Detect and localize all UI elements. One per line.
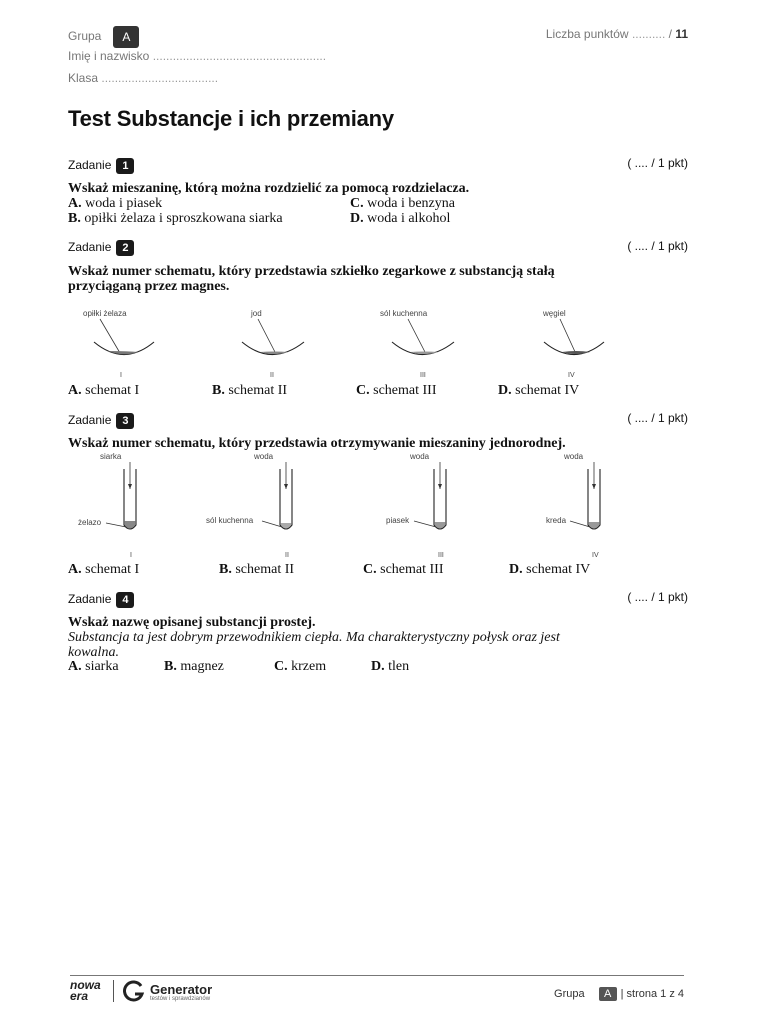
option-text: siarka bbox=[85, 659, 119, 674]
task-2-option-c[interactable] bbox=[356, 383, 436, 398]
task-2-header bbox=[68, 240, 134, 256]
task-1-option-c[interactable] bbox=[350, 196, 455, 211]
generator-logo-icon bbox=[123, 980, 145, 1002]
logo-nowa-text: nowa bbox=[70, 978, 101, 992]
figure-side-label: sól kuchenna bbox=[206, 516, 254, 525]
option-text: tlen bbox=[388, 659, 410, 674]
generator-logo-subtitle: testów i sprawdzianów bbox=[150, 996, 211, 1002]
footer-divider bbox=[70, 975, 684, 976]
task-3-header bbox=[68, 413, 134, 429]
figure-top-label: siarka bbox=[100, 452, 122, 461]
option-letter: A. bbox=[68, 196, 82, 211]
option-letter: A. bbox=[68, 562, 82, 577]
figure-numeral: III bbox=[420, 372, 426, 379]
logo-era-text: era bbox=[70, 989, 89, 1003]
task-3-option-b[interactable] bbox=[219, 562, 294, 577]
option-letter: C. bbox=[356, 383, 370, 398]
task-number-badge: 1 bbox=[116, 158, 134, 174]
figure-numeral: I bbox=[130, 552, 132, 559]
task-4-question: Wskaż nazwę opisanej substancji prostej. bbox=[68, 615, 316, 630]
option-text: schemat II bbox=[235, 562, 295, 577]
option-letter: B. bbox=[164, 659, 177, 674]
task-3-option-c[interactable] bbox=[363, 562, 443, 577]
task-4-points: ( .... / 1 pkt) bbox=[627, 590, 688, 604]
logo-separator bbox=[113, 980, 114, 1002]
task-1-option-b[interactable] bbox=[68, 211, 283, 226]
test-tube-2 bbox=[206, 452, 292, 559]
task-4-option-d[interactable] bbox=[371, 659, 409, 674]
figure-label: jod bbox=[251, 309, 262, 318]
option-letter: A. bbox=[68, 383, 82, 398]
task-2-option-a[interactable] bbox=[68, 383, 139, 398]
group-label: Grupa bbox=[68, 29, 102, 44]
task-1-option-d[interactable] bbox=[350, 211, 450, 226]
figure-top-label: woda bbox=[410, 452, 430, 461]
name-dots: .................................................... bbox=[152, 49, 327, 63]
test-tube-diagram bbox=[68, 451, 613, 561]
task-3-option-a[interactable] bbox=[68, 562, 139, 577]
task-4-option-c[interactable] bbox=[274, 659, 326, 674]
group-field bbox=[68, 26, 139, 48]
figure-top-label: woda bbox=[564, 452, 584, 461]
option-letter: D. bbox=[350, 211, 364, 226]
task-label: Zadanie bbox=[68, 413, 112, 428]
points-field bbox=[546, 27, 688, 41]
task-4-description: Substancja ta jest dobrym przewodnikiem ciepła. Ma charakterystyczny połysk oraz jest kowalna. bbox=[68, 630, 560, 660]
footer-page-info bbox=[554, 987, 684, 1001]
option-letter: B. bbox=[68, 211, 81, 226]
watch-glass-3 bbox=[380, 309, 454, 379]
figure-numeral: IV bbox=[592, 552, 599, 559]
task-4-header bbox=[68, 592, 134, 608]
figure-numeral: IV bbox=[568, 372, 575, 379]
task-2-points: ( .... / 1 pkt) bbox=[627, 239, 688, 253]
figure-numeral: III bbox=[438, 552, 444, 559]
task-2-option-d[interactable] bbox=[498, 383, 579, 398]
option-text: schemat III bbox=[380, 562, 444, 577]
task-label: Zadanie bbox=[68, 592, 112, 607]
page-title: Test Substancje i ich przemiany bbox=[68, 106, 394, 131]
watch-glass-1 bbox=[83, 309, 154, 379]
task-4-option-a[interactable] bbox=[68, 659, 119, 674]
figure-label: węgiel bbox=[543, 309, 566, 318]
task-1-option-a[interactable] bbox=[68, 196, 162, 211]
option-letter: D. bbox=[509, 562, 523, 577]
task-3-option-d[interactable] bbox=[509, 562, 590, 577]
option-text: schemat IV bbox=[515, 383, 580, 398]
footer-group-label: Grupa bbox=[554, 988, 585, 1000]
option-letter: C. bbox=[274, 659, 288, 674]
option-text: schemat IV bbox=[526, 562, 591, 577]
option-letter: D. bbox=[371, 659, 385, 674]
footer-page-number: | strona 1 z 4 bbox=[620, 988, 684, 1000]
option-text: woda i alkohol bbox=[367, 211, 451, 226]
task-number-badge: 3 bbox=[116, 413, 134, 429]
option-letter: C. bbox=[350, 196, 364, 211]
figure-top-label: woda bbox=[254, 452, 274, 461]
points-label: Liczba punktów bbox=[545, 27, 629, 41]
figure-numeral: I bbox=[120, 372, 122, 379]
watch-glass-diagram bbox=[68, 305, 628, 380]
option-letter: C. bbox=[363, 562, 377, 577]
task-3-points: ( .... / 1 pkt) bbox=[627, 411, 688, 425]
group-badge: A bbox=[113, 26, 139, 48]
option-text: krzem bbox=[291, 659, 327, 674]
option-text: schemat I bbox=[85, 562, 140, 577]
class-dots: ................................... bbox=[101, 71, 219, 85]
points-separator: / bbox=[668, 27, 672, 41]
generator-logo-text: Generator bbox=[150, 982, 213, 997]
task-2-question: Wskaż numer schematu, który przedstawia szkiełko zegarkowe z substancją stałą przyciąganą przez magnes. bbox=[68, 264, 555, 294]
task-4-option-b[interactable] bbox=[164, 659, 224, 674]
figure-numeral: II bbox=[270, 372, 274, 379]
points-total: 11 bbox=[675, 27, 688, 41]
option-text: woda i piasek bbox=[85, 196, 163, 211]
test-tube-1 bbox=[78, 452, 136, 559]
option-text: opiłki żelaza i sproszkowana siarka bbox=[84, 211, 283, 226]
figure-side-label: piasek bbox=[386, 516, 410, 525]
figure-side-label: kreda bbox=[546, 516, 567, 525]
option-letter: D. bbox=[498, 383, 512, 398]
class-field bbox=[68, 71, 218, 85]
name-label: Imię i nazwisko bbox=[68, 49, 150, 63]
option-letter: B. bbox=[212, 383, 225, 398]
task-1-question: Wskaż mieszaninę, którą można rozdzielić za pomocą rozdzielacza. bbox=[68, 181, 470, 196]
class-label: Klasa bbox=[68, 71, 99, 85]
footer-group-badge: A bbox=[599, 987, 617, 1001]
figure-label: sól kuchenna bbox=[380, 309, 428, 318]
task-2-option-b[interactable] bbox=[212, 383, 287, 398]
points-dots: .......... bbox=[631, 27, 666, 41]
task-label: Zadanie bbox=[68, 240, 112, 255]
option-text: schemat II bbox=[228, 383, 288, 398]
test-tube-3 bbox=[386, 452, 446, 559]
task-number-badge: 4 bbox=[116, 592, 134, 608]
figure-side-label: żelazo bbox=[78, 518, 102, 527]
option-text: schemat I bbox=[85, 383, 140, 398]
watch-glass-4 bbox=[542, 309, 604, 379]
test-tube-4 bbox=[546, 452, 600, 559]
option-letter: B. bbox=[219, 562, 232, 577]
task-1-header bbox=[68, 158, 134, 174]
nowa-era-logo bbox=[70, 980, 101, 1002]
option-text: woda i benzyna bbox=[367, 196, 455, 211]
figure-label: opiłki żelaza bbox=[83, 309, 127, 318]
task-3-question: Wskaż numer schematu, który przedstawia otrzymywanie mieszaniny jednorodnej. bbox=[68, 436, 566, 451]
option-letter: A. bbox=[68, 659, 82, 674]
figure-numeral: II bbox=[285, 552, 289, 559]
task-number-badge: 2 bbox=[116, 240, 134, 256]
task-label: Zadanie bbox=[68, 158, 112, 173]
task-1-points: ( .... / 1 pkt) bbox=[627, 156, 688, 170]
option-text: magnez bbox=[180, 659, 224, 674]
name-field bbox=[68, 49, 326, 63]
option-text: schemat III bbox=[373, 383, 437, 398]
watch-glass-2 bbox=[242, 309, 304, 379]
